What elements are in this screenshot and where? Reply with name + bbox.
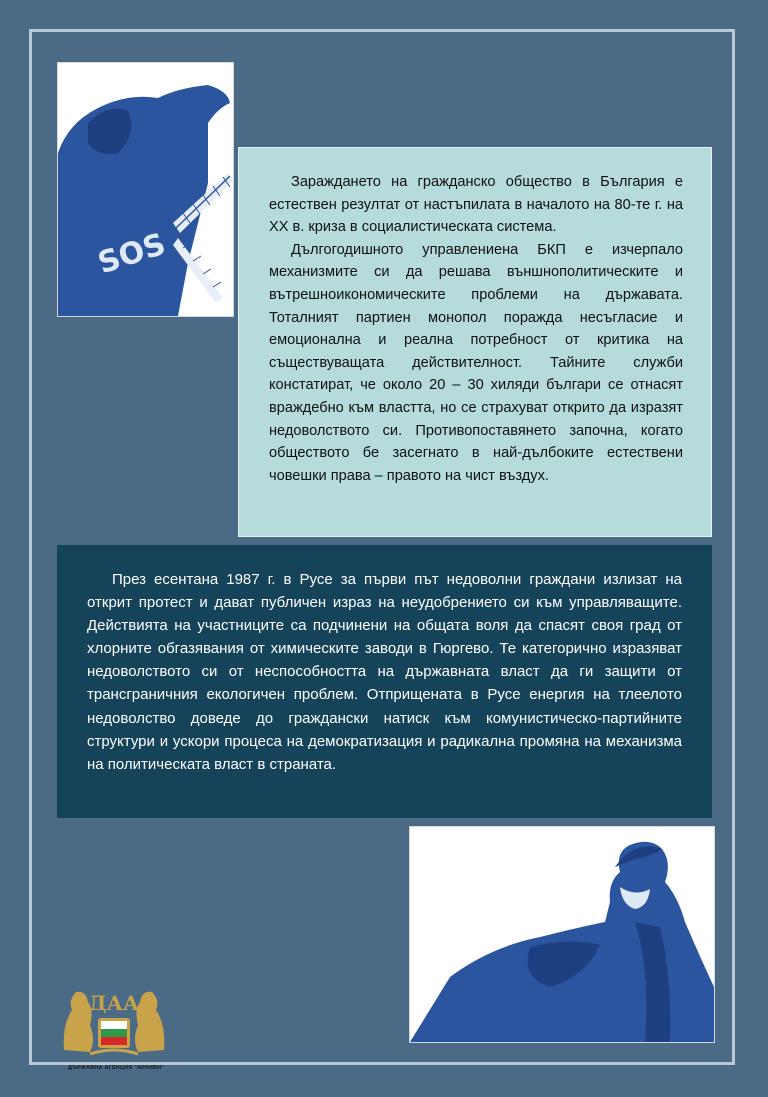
flag-green-band <box>101 1029 127 1037</box>
monument-sos-photo <box>57 62 234 317</box>
flag-red-band <box>101 1037 127 1045</box>
archives-agency-logo <box>60 980 168 1060</box>
flag-white-band <box>101 1021 127 1029</box>
monument-statue-photo <box>409 826 715 1043</box>
ruse-protest-paragraph: През есентана 1987 г. в Русе за първи път недоволни граждани излизат на открит протест и дават публичен израз на неудобрението си към управляващите. Действията на участниците са подчинени на общата воля да спасят своя град от хлорните обгазявания от химическите заводи в Гюргево. Те категорично изразяват недоволството си от неспособността на държавната власт да ги защити от трансграничния екологичен проблем. Отприщената в Русе енергия на тлеелото недоволство доведе до граждански натиск към комунистическо-партийните структури и ускори процеса на демократизация и радикална промяна на механизма на политическата власт в страната. <box>87 571 682 773</box>
ruse-protest-text-box <box>57 545 712 818</box>
intro-text-box <box>238 147 712 537</box>
logo-caption: ДЪРЖАВНА АГЕНЦИЯ "АРХИВИ" <box>67 1065 165 1071</box>
intro-paragraph-1: Зараждането на гражданско общество в България е естествен резултат от настъпилата в началото на 80-те г. на XX в. криза в социалистическата система. <box>269 174 683 236</box>
sos-sign: SOS <box>93 226 170 282</box>
intro-paragraph-2: Дългогодишното управлениена БКП е изчерпало механизмите си да решава външнополитическите и вътрешноикономическите проблеми на държавата. Тоталният партиен монопол поражда несъгласие и емоционална и реална потребност от критика на съществуващата действителност. Тайните служби констатират, че около 20 – 30 хиляди българи се отнасят враждебно към властта, но се страхуват открито да изразят недоволството си. Противопоставянето започна, когато обществото бе засегнато в най-дълбоките естествени човешки права – правото на чист въздух. <box>269 241 683 484</box>
logo-monogram: ДАА <box>88 991 140 1015</box>
